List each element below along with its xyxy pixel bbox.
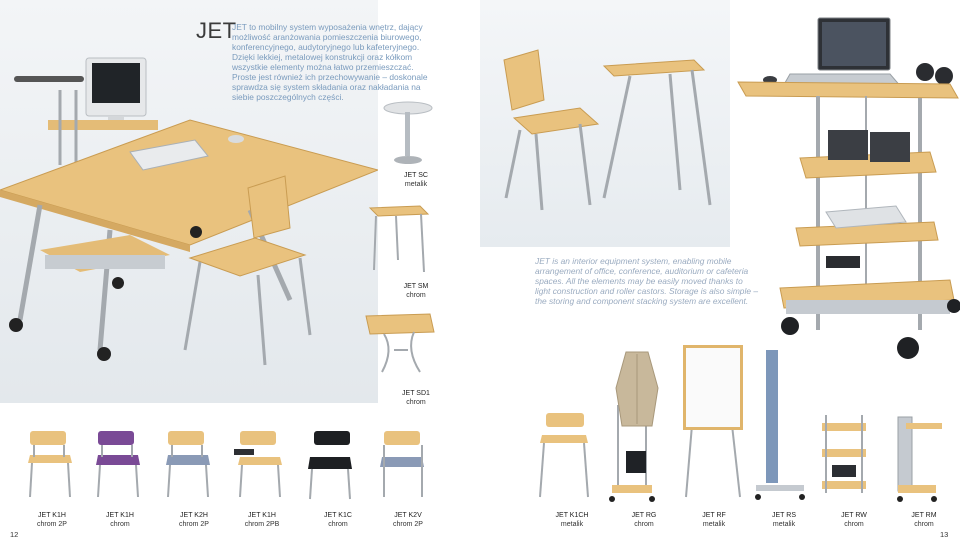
- caption-finish: chrom 2P: [393, 520, 423, 528]
- hero-photo-laptop-cart: [730, 0, 960, 368]
- caption-name: JET K1CH: [555, 512, 589, 519]
- caption-name: JET K1C: [324, 512, 352, 519]
- caption-bottom-9: [682, 512, 746, 529]
- caption-finish: chrom 2P: [179, 520, 209, 528]
- caption-name: JET K1H: [106, 512, 134, 519]
- flipchart-board-image: [683, 345, 743, 430]
- caption-bottom-8: [612, 512, 676, 529]
- caption-name: JET RS: [772, 512, 796, 519]
- hero-photo-chairs: [480, 0, 730, 247]
- caption-finish: metalik: [702, 520, 726, 528]
- caption-finish: metalik: [560, 520, 584, 528]
- brand-title: JET: [196, 18, 237, 43]
- caption-finish: chrom: [110, 520, 130, 528]
- bottom-products-illustrations: [0, 405, 960, 505]
- chair-k1h-2pb-image: [234, 431, 282, 497]
- caption-bottom-2: [88, 512, 152, 529]
- caption-finish: chrom: [634, 520, 654, 528]
- coat-image: [612, 348, 662, 430]
- caption-name: JET RM: [911, 512, 937, 519]
- product-jet-sd1-image: [364, 310, 436, 382]
- caption-bottom-12: [892, 512, 956, 529]
- chair-k1h-purple-image: [96, 431, 140, 497]
- caption-name: JET SD1: [402, 390, 430, 397]
- caption-jet-sm: [380, 283, 452, 300]
- intro-text-polish: JET to mobilny system wyposażenia wnętrz, dający możliwość aranżowania pomieszczenia biurowego, konferencyjnego, audytoryjnego lub kafeteryjnego. Dzięki lekkiej, metalowej konstrukcji oraz kółkom wszystkie elementy można łatwo przemieszczać. Proste jest również ich przechowywanie – doskonale sprawdza się system składania oraz nakładania na siebie poszczególnych części.: [232, 22, 428, 102]
- caption-finish: metalik: [404, 180, 428, 188]
- product-jet-sc-image: [380, 100, 436, 170]
- caption-name: JET RF: [702, 512, 726, 519]
- caption-bottom-6: [376, 512, 440, 529]
- caption-finish: metalik: [772, 520, 796, 528]
- caption-bottom-1: [20, 512, 84, 529]
- caption-finish: chrom: [914, 520, 934, 528]
- caption-finish: chrom: [844, 520, 864, 528]
- caption-bottom-5: [306, 512, 370, 529]
- caption-bottom-11: [822, 512, 886, 529]
- caption-name: JET RG: [631, 512, 657, 519]
- caption-bottom-4: [230, 512, 294, 529]
- caption-name: JET K2H: [180, 512, 208, 519]
- caption-name: JET SC: [404, 172, 428, 179]
- caption-name: JET K1H: [248, 512, 276, 519]
- stool-k1ch-image: [540, 413, 588, 497]
- caption-bottom-3: [162, 512, 226, 529]
- caption-name: JET RW: [841, 512, 867, 519]
- caption-finish: chrom: [406, 398, 426, 406]
- caption-jet-sc: [380, 172, 452, 189]
- page-number-right: 13: [940, 530, 949, 539]
- page-number-left: 12: [10, 530, 19, 539]
- partition-rs-image: [755, 405, 805, 500]
- cart-rm-image: [897, 417, 942, 502]
- chair-k2h-2p-image: [166, 431, 210, 497]
- product-jet-sm-image: [366, 200, 432, 275]
- caption-name: JET K2V: [394, 512, 422, 519]
- chair-k1h-2p-image: [28, 431, 72, 497]
- caption-finish: chrom: [328, 520, 348, 528]
- intro-text-english: JET is an interior equipment system, enabling mobile arrangement of office, conference, auditorium or cafeteria spaces. All the elements may be easily moved thanks to light construction and roller castors. Storage is also simple – the storing and component stacking system are excellent.: [535, 256, 758, 306]
- caption-finish: chrom 2P: [37, 520, 67, 528]
- caption-finish: chrom: [406, 291, 426, 299]
- caption-name: JET K1H: [38, 512, 66, 519]
- flipchart-rf-image: [686, 425, 740, 497]
- cart-rw-image: [822, 415, 866, 493]
- chair-k2v-2p-image: [380, 431, 424, 497]
- caption-bottom-7: [540, 512, 604, 529]
- caption-finish: chrom 2PB: [244, 520, 280, 528]
- caption-name: JET SM: [403, 283, 429, 290]
- caption-bottom-10: [752, 512, 816, 529]
- partition-panel-image: [766, 350, 778, 410]
- chair-k1c-black-image: [308, 431, 352, 499]
